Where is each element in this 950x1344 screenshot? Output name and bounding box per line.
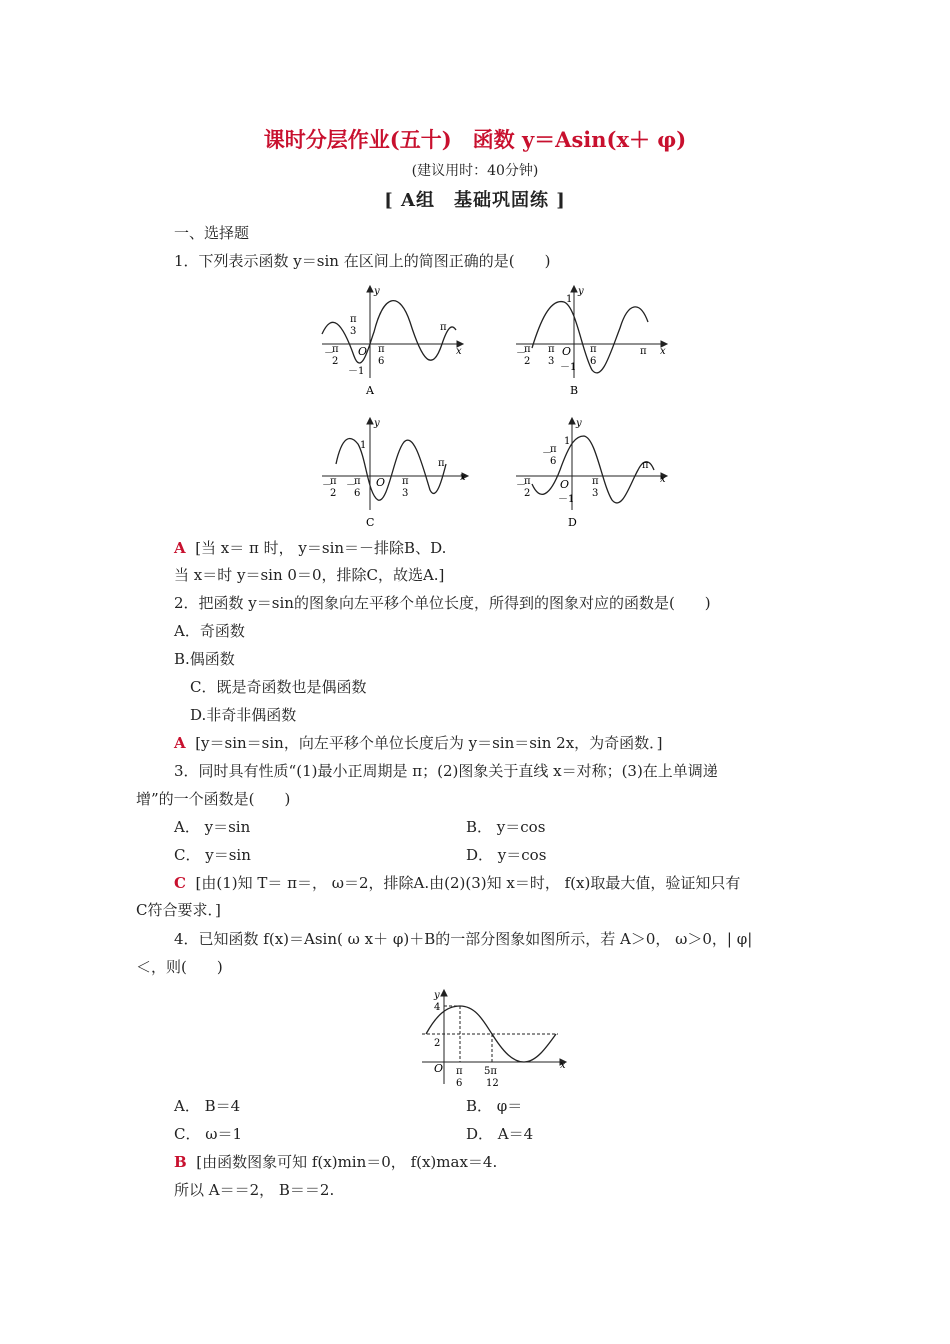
fig-c-pi2-den: 2 <box>330 488 337 499</box>
fig-d-pi2-num: π <box>524 476 531 487</box>
q3-option-c: C． y＝sin <box>174 846 251 864</box>
q2-answer-text: [y＝sin＝sin，向左平移个单位长度后为 y＝sin＝sin 2x，为奇函数．] <box>195 734 663 752</box>
fig-a-x-label: x <box>456 346 462 357</box>
fig-b-pi6-num: π <box>590 344 597 355</box>
q4-option-d: D． A＝4 <box>466 1125 534 1143</box>
q1-answer-line2: 当 x＝时 y＝sin 0＝0，排除C，故选A.] <box>174 566 445 584</box>
q3-option-d: D． y＝cos <box>466 846 547 864</box>
q1-figure-b <box>512 282 672 400</box>
fig-d-pi3-num: π <box>592 476 599 487</box>
fig-a-origin: O <box>358 345 368 358</box>
fig-b-origin: O <box>562 345 572 358</box>
fig-d-one: 1 <box>564 436 571 447</box>
q1-stem: 1．下列表示函数 y＝sin 在区间上的简图正确的是( ) <box>174 252 551 270</box>
q4-fig-5pi-den: 12 <box>486 1078 499 1089</box>
fig-b-pi3-num: π <box>548 344 555 355</box>
fig-c-pi6-den: 6 <box>354 488 361 499</box>
fig-d-y-label: y <box>576 418 582 429</box>
fig-a-pi3-num: π <box>350 314 357 325</box>
fig-d-neg-one: －1 <box>558 494 575 505</box>
fig-d-pi2-den: 2 <box>524 488 531 499</box>
fig-c-neg-a: － <box>322 480 332 491</box>
fig-b-pi2-den: 2 <box>524 356 531 367</box>
fig-b-neg: － <box>516 348 526 359</box>
fig-b-pi6-den: 6 <box>590 356 597 367</box>
q4-option-b: B． φ＝ <box>466 1097 523 1115</box>
q3-stem-line2: 增”的一个函数是( ) <box>136 790 291 808</box>
q4-fig-5pi-num: 5π <box>484 1066 497 1077</box>
q2-option-b: B.偶函数 <box>174 650 235 668</box>
q4-answer-letter: B <box>174 1153 187 1171</box>
q4-answer-line2: 所以 A＝＝2， B＝＝2. <box>174 1181 335 1199</box>
fig-a-pi2-num: π <box>332 344 339 355</box>
q4-answer-text: [由函数图象可知 f(x)min＝0， f(x)max＝4. <box>196 1153 498 1171</box>
q3-answer-line2: C符合要求．] <box>136 901 221 919</box>
fig-c-pi3-den: 3 <box>402 488 409 499</box>
section-heading: 一、选择题 <box>174 224 250 242</box>
fig-d-pi6-den: 6 <box>550 456 557 467</box>
q4-answer-line1 <box>174 1152 497 1172</box>
fig-c-pi2-num: π <box>330 476 337 487</box>
fig-d-pi3-den: 3 <box>592 488 599 499</box>
q2-answer-letter: A <box>174 734 186 752</box>
fig-c-origin: O <box>376 476 386 489</box>
fig-a-pi6-den: 6 <box>378 356 385 367</box>
q4-fig-y-label: y <box>434 990 440 1001</box>
fig-b-pi: π <box>640 346 647 357</box>
fig-d-origin: O <box>560 478 570 491</box>
fig-c-x-label: x <box>460 472 466 483</box>
fig-a-pi2-den: 2 <box>332 356 339 367</box>
fig-d-neg-a: － <box>516 480 526 491</box>
q4-fig-x-label: x <box>560 1060 566 1071</box>
fig-d-pi: π <box>642 460 649 471</box>
fig-b-one: 1 <box>566 294 573 305</box>
fig-a-pi: π <box>440 322 447 333</box>
q3-stem-line1: 3．同时具有性质“(1)最小正周期是 π；(2)图象关于直线 x＝对称；(3)在上单调递 <box>174 762 718 780</box>
fig-c-pi: π <box>438 458 445 469</box>
suggested-time: (建议用时：40分钟) <box>411 163 539 179</box>
q1-answer-letter: A <box>174 539 186 557</box>
q4-stem-line1: 4．已知函数 f(x)＝Asin( ω x＋ φ)＋B的一部分图象如图所示，若 A＞0， ω＞0，| φ| <box>174 930 753 948</box>
q4-option-c: C． ω＝1 <box>174 1125 243 1143</box>
fig-c-caption: C <box>366 516 375 529</box>
fig-c-y-label: y <box>374 418 380 429</box>
group-heading: [ A组 基础巩固练 ] <box>384 190 566 211</box>
fig-d-neg-b: － <box>542 448 552 459</box>
q3-answer-letter: C <box>174 874 186 892</box>
fig-a-y-label: y <box>374 286 380 297</box>
q1-answer-text: [当 x＝ π 时， y＝sin＝－排除B、D. <box>195 539 447 557</box>
fig-c-pi6-num: π <box>354 476 361 487</box>
fig-b-x-label: x <box>660 346 666 357</box>
q4-fig-four: 4 <box>434 1002 441 1013</box>
q3-option-b: B． y＝cos <box>466 818 546 836</box>
fig-a-pi3-den: 3 <box>350 326 357 337</box>
fig-a-neg: － <box>324 348 334 359</box>
q2-option-d: D.非奇非偶函数 <box>190 706 297 724</box>
fig-b-neg-one: －1 <box>560 362 577 373</box>
q2-option-c: C．既是奇函数也是偶函数 <box>190 678 367 696</box>
fig-d-x-label: x <box>660 474 666 485</box>
q2-answer <box>174 733 663 753</box>
q3-answer-line1 <box>174 873 740 893</box>
q3-option-a: A． y＝sin <box>174 818 251 836</box>
q4-fig-origin: O <box>434 1062 444 1075</box>
q3-answer-text: [由(1)知 T＝ π＝， ω＝2，排除A.由(2)(3)知 x＝时， f(x)取最大值，验证知只有 <box>195 874 741 892</box>
fig-c-neg-b: － <box>346 480 356 491</box>
fig-a-caption: A <box>366 384 374 397</box>
fig-c-one: 1 <box>360 440 367 451</box>
q1-figure-d <box>512 414 672 532</box>
fig-c-pi3-num: π <box>402 476 409 487</box>
fig-b-caption: B <box>570 384 579 397</box>
page-title: 课时分层作业(五十) 函数 y＝Asin(x＋ φ) <box>263 127 687 152</box>
q2-option-a: A．奇函数 <box>174 622 245 640</box>
q4-fig-pi6-num: π <box>456 1066 463 1077</box>
fig-a-neg-one: －1 <box>348 366 365 377</box>
q1-answer-line1 <box>174 538 446 558</box>
fig-b-pi2-num: π <box>524 344 531 355</box>
q4-option-a: A． B＝4 <box>174 1097 241 1115</box>
fig-a-pi6-num: π <box>378 344 385 355</box>
q4-fig-two: 2 <box>434 1038 441 1049</box>
q2-stem: 2．把函数 y＝sin的图象向左平移个单位长度，所得到的图象对应的函数是( ) <box>174 594 711 612</box>
q1-figure-a <box>318 282 468 400</box>
fig-b-pi3-den: 3 <box>548 356 555 367</box>
q4-figure <box>418 986 570 1090</box>
fig-b-y-label: y <box>578 286 584 297</box>
q4-fig-pi6-den: 6 <box>456 1078 463 1089</box>
q4-stem-line2: ＜，则( ) <box>136 958 223 976</box>
q1-figure-c <box>318 414 473 532</box>
fig-d-pi6-num: π <box>550 444 557 455</box>
fig-d-caption: D <box>568 516 577 529</box>
